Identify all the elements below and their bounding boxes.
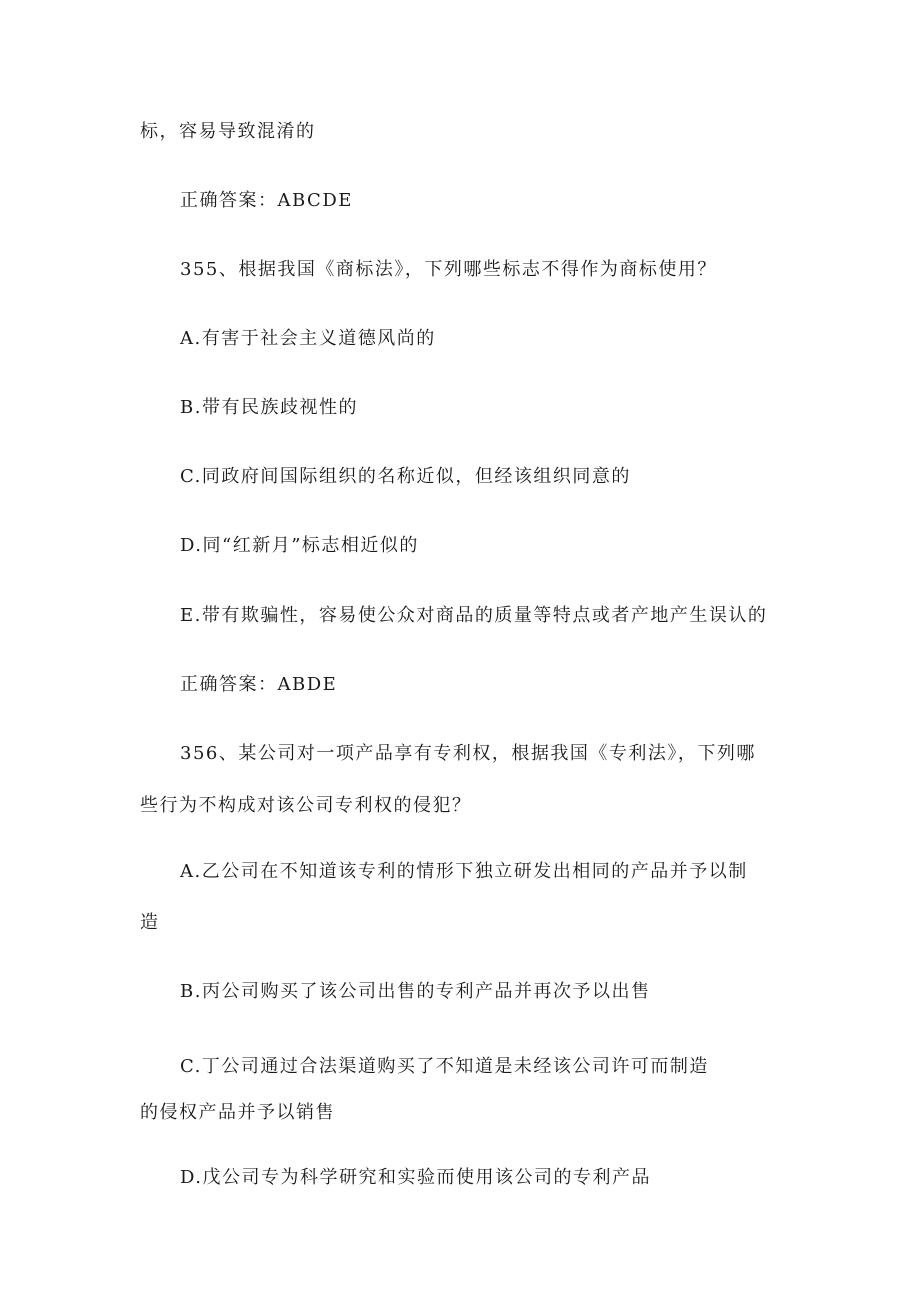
answer-354: 正确答案：ABCDE	[180, 190, 353, 211]
option-356-c-cont: 的侵权产品并予以销售	[140, 1102, 335, 1123]
option-356-a-cont: 造	[140, 912, 160, 933]
option-356-d: D.戊公司专为科学研究和实验而使用该公司的专利产品	[180, 1167, 652, 1188]
option-355-d: D.同“红新月”标志相近似的	[180, 535, 419, 556]
option-356-c: C.丁公司通过合法渠道购买了不知道是未经该公司许可而制造	[180, 1056, 709, 1077]
question-356: 356、某公司对一项产品享有专利权，根据我国《专利法》，下列哪	[180, 743, 756, 764]
question-356-cont: 些行为不构成对该公司专利权的侵犯？	[140, 795, 472, 816]
option-355-e: E.带有欺骗性，容易使公众对商品的质量等特点或者产地产生误认的	[180, 605, 768, 626]
option-355-b: B.带有民族歧视性的	[180, 397, 358, 418]
option-356-a: A.乙公司在不知道该专利的情形下独立研发出相同的产品并予以制	[180, 861, 748, 882]
option-356-b: B.丙公司购买了该公司出售的专利产品并再次予以出售	[180, 981, 651, 1002]
continuation-line: 标，容易导致混淆的	[140, 121, 316, 142]
option-355-c: C.同政府间国际组织的名称近似，但经该组织同意的	[180, 466, 631, 487]
answer-355: 正确答案：ABDE	[180, 674, 338, 695]
option-355-a: A.有害于社会主义道德风尚的	[180, 328, 436, 349]
question-355: 355、根据我国《商标法》，下列哪些标志不得作为商标使用？	[180, 259, 717, 280]
